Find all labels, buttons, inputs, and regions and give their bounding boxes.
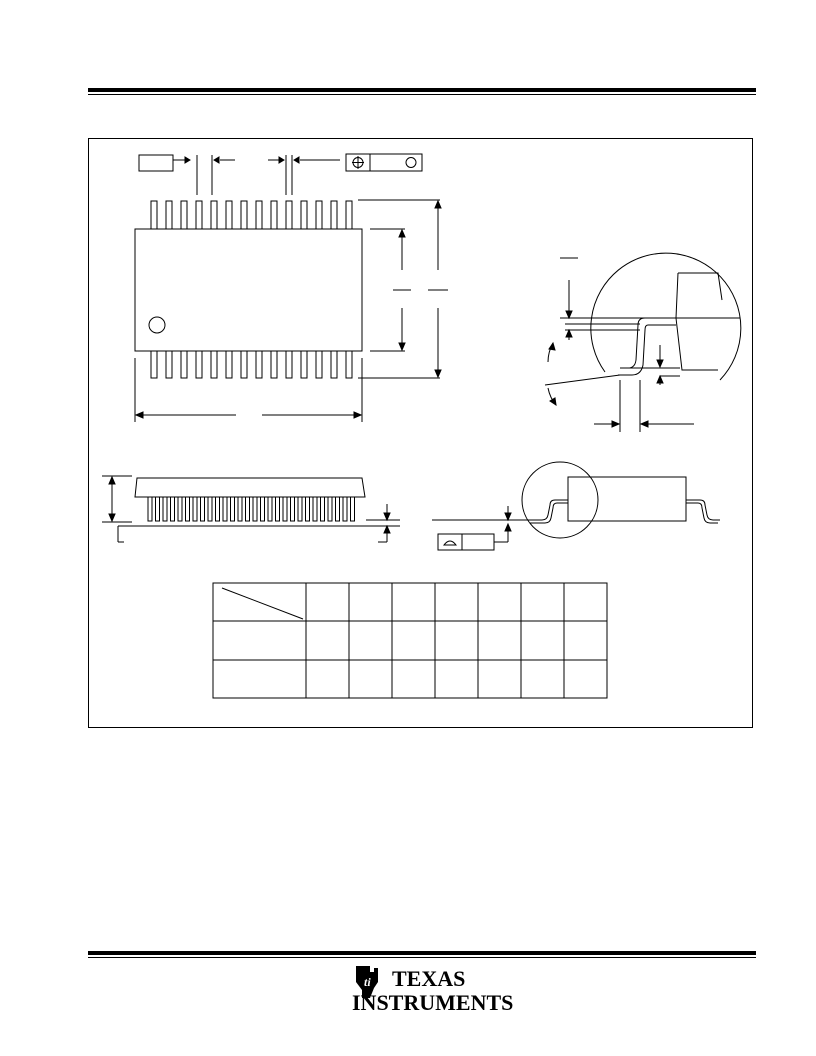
footer-rule-thin	[88, 957, 756, 958]
lead-pin-side	[246, 497, 250, 521]
lead-pin-side	[343, 497, 347, 521]
lead-pin-top	[166, 201, 172, 229]
lead-pin-side	[253, 497, 257, 521]
lead-pin-side	[156, 497, 160, 521]
brand-line2: INSTRUMENTS	[352, 990, 514, 1015]
lead-pin-bottom	[271, 351, 277, 378]
dimension-table	[213, 583, 607, 698]
lead-pin-side	[321, 497, 325, 521]
lead-pin-top	[286, 201, 292, 229]
lead-pin-side	[216, 497, 220, 521]
lead-pin-bottom	[286, 351, 292, 378]
lead-pin-side	[238, 497, 242, 521]
lead-pin-side	[306, 497, 310, 521]
lead-pin-top	[151, 201, 157, 229]
lead-pin-bottom	[196, 351, 202, 378]
lead-pin-side	[178, 497, 182, 521]
side-view-package	[102, 476, 400, 542]
lead-pin-side	[231, 497, 235, 521]
lead-pin-top	[346, 201, 352, 229]
lead-pin-side	[261, 497, 265, 521]
top-view-package	[135, 200, 448, 422]
lead-pin-side	[201, 497, 205, 521]
lead-pin-top	[316, 201, 322, 229]
lead-pin-bottom	[316, 351, 322, 378]
lead-pin-top	[331, 201, 337, 229]
lead-pin-bottom	[211, 351, 217, 378]
lead-pin-top	[301, 201, 307, 229]
lead-pin-side	[208, 497, 212, 521]
end-view-package	[432, 462, 720, 550]
lead-pin-top	[226, 201, 232, 229]
lead-pin-side	[351, 497, 355, 521]
lead-pin-side	[171, 497, 175, 521]
footer-rule-thick	[88, 951, 756, 955]
lead-pin-bottom	[181, 351, 187, 378]
lead-pin-side	[328, 497, 332, 521]
ti-logo-icon	[352, 964, 514, 1015]
lead-pin-top	[271, 201, 277, 229]
position-tolerance-frame	[346, 154, 422, 171]
lead-pin-top	[211, 201, 217, 229]
lead-pin-side	[283, 497, 287, 521]
lead-pin-bottom	[166, 351, 172, 378]
lead-pin-side	[268, 497, 272, 521]
lead-pin-top	[241, 201, 247, 229]
lead-pin-bottom	[256, 351, 262, 378]
lead-pin-top	[181, 201, 187, 229]
lead-pin-top	[256, 201, 262, 229]
lead-pin-top	[196, 201, 202, 229]
lead-pin-side	[313, 497, 317, 521]
lead-pin-side	[193, 497, 197, 521]
lead-pin-side	[291, 497, 295, 521]
brand-line1: TEXAS	[392, 966, 466, 991]
lead-pin-bottom	[301, 351, 307, 378]
lead-pin-side	[276, 497, 280, 521]
lead-pin-bottom	[241, 351, 247, 378]
lead-pin-bottom	[346, 351, 352, 378]
svg-text:ti: ti	[364, 975, 371, 989]
lead-pin-bottom	[226, 351, 232, 378]
lead-pin-side	[186, 497, 190, 521]
lead-detail-view	[545, 253, 741, 432]
lead-pin-bottom	[331, 351, 337, 378]
lead-width-callout	[139, 155, 340, 195]
lead-pin-bottom	[151, 351, 157, 378]
lead-pin-side	[223, 497, 227, 521]
lead-pin-side	[163, 497, 167, 521]
lead-pin-side	[298, 497, 302, 521]
lead-pin-side	[336, 497, 340, 521]
lead-pin-side	[148, 497, 152, 521]
